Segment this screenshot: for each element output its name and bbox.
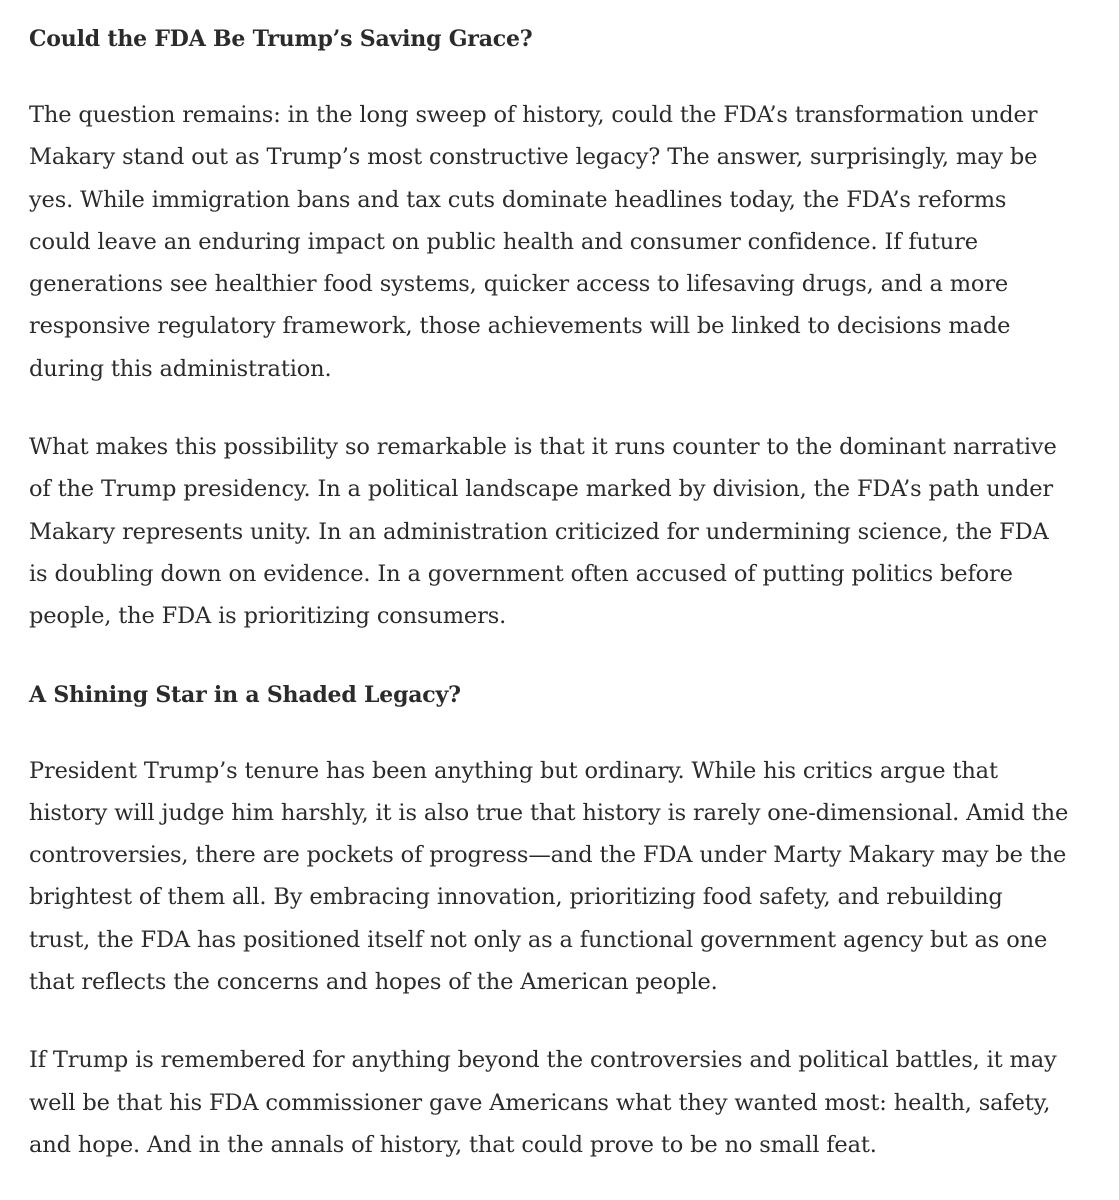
paragraph-conclusion: If Trump is remembered for anything beyond the controversies and political battles, it may well be that his FDA commissioner gave Americans what they wanted most: health, safety, and hope. And in the annals of history, that could prove to be no small feat. [29,1047,1057,1158]
section-heading-saving-grace: Could the FDA Be Trump’s Saving Grace? [29,26,533,52]
paragraph-tenure: President Trump’s tenure has been anything but ordinary. While his critics argue that history will judge him harshly, it is also true that history is rarely one-dimensional. Amid the controversies, there are pockets of progress—and the FDA under Marty Makary may be the brightest of them all. By embracing innovation, prioritizing food safety, and rebuilding trust, the FDA has positioned itself not only as a functional government agency but as one that reflects the concerns and hopes of the American people. [29,757,1069,996]
article-body [29,18,1069,1166]
paragraph-counter-narrative: What makes this possibility so remarkable is that it runs counter to the dominant narrative of the Trump presidency. In a political landscape marked by division, the FDA’s path under Makary represents unity. In an administration criticized for undermining science, the FDA is doubling down on evidence. In a government often accused of putting politics before people, the FDA is prioritizing consumers. [29,434,1057,630]
section-heading-shining-star: A Shining Star in a Shaded Legacy? [29,681,461,708]
paragraph-legacy-question: The question remains: in the long sweep of history, could the FDA’s transformation under Makary stand out as Trump’s most constructive legacy? The answer, surprisingly, may be yes. While immigration bans and tax cuts dominate headlines today, the FDA’s reforms could leave an enduring impact on public health and consumer confidence. If future generations see healthier food systems, quicker access to lifesaving drugs, and a more responsive regulatory framework, those achievements will be linked to decisions made during this administration. [29,102,1038,382]
